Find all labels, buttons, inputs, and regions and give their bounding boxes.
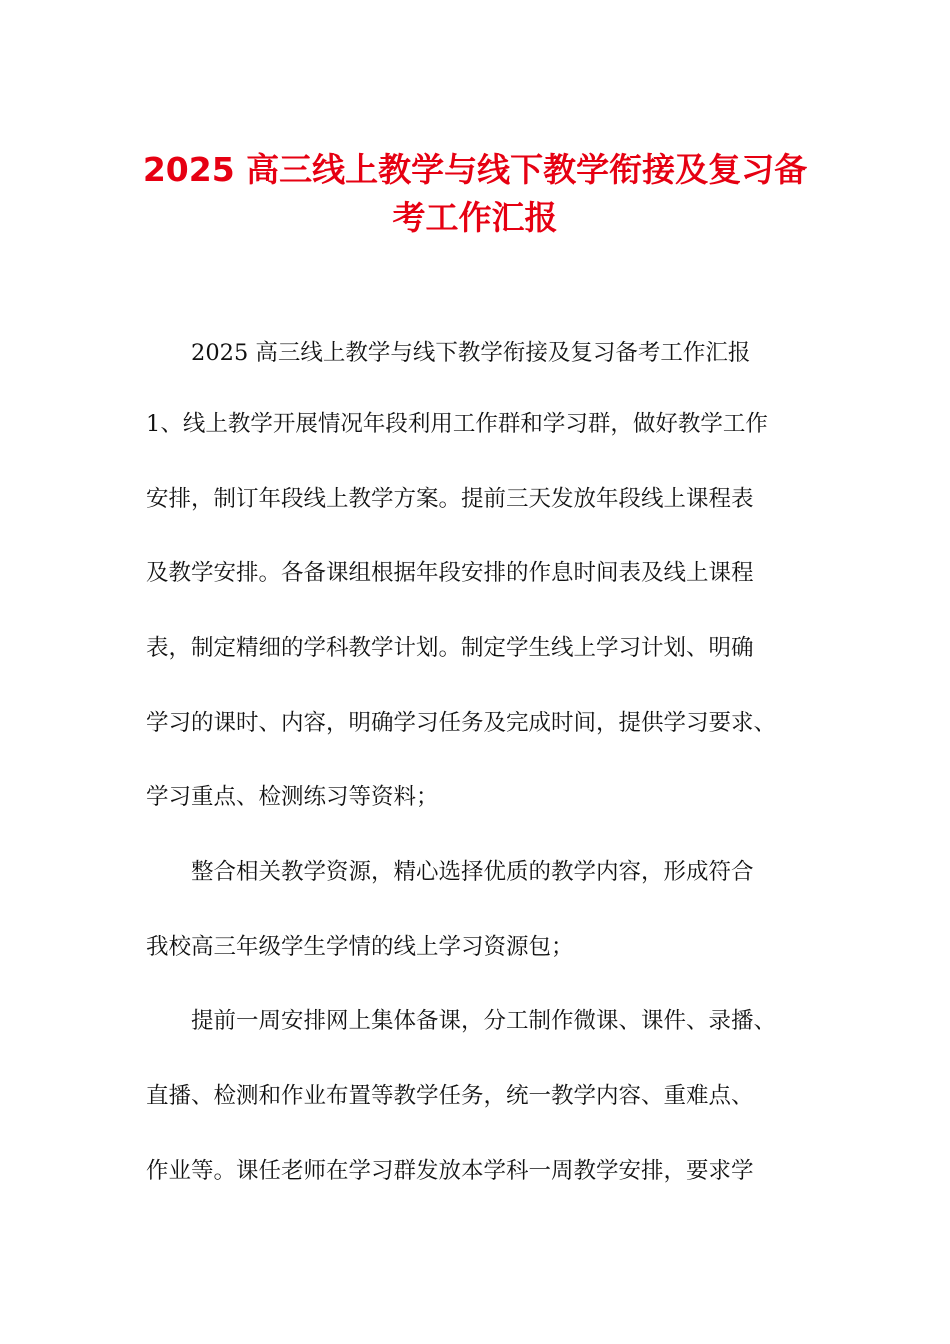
body-line: 安排，制订年段线上教学方案。提前三天发放年段线上课程表 — [146, 486, 754, 512]
body-line: 及教学安排。各备课组根据年段安排的作息时间表及线上课程 — [146, 560, 754, 586]
body-line: 作业等。课任老师在学习群发放本学科一周教学安排，要求学 — [146, 1158, 754, 1184]
body-line: 提前一周安排网上集体备课，分工制作微课、课件、录播、 — [191, 1008, 777, 1034]
body-line: 学习的课时、内容，明确学习任务及完成时间，提供学习要求、 — [146, 710, 777, 736]
document-title-line-2: 考工作汇报 — [392, 198, 558, 237]
body-line: 学习重点、检测练习等资料； — [146, 784, 439, 810]
body-line: 整合相关教学资源，精心选择优质的教学内容，形成符合 — [191, 859, 754, 885]
body-line: 1、线上教学开展情况年段利用工作群和学习群，做好教学工作 — [146, 411, 768, 437]
body-line: 我校高三年级学生学情的线上学习资源包； — [146, 934, 574, 960]
document-title-line-1: 2025 高三线上教学与线下教学衔接及复习备 — [142, 150, 808, 189]
body-line: 2025 高三线上教学与线下教学衔接及复习备考工作汇报 — [191, 340, 751, 366]
body-line: 表，制定精细的学科教学计划。制定学生线上学习计划、明确 — [146, 635, 754, 661]
body-line: 直播、检测和作业布置等教学任务，统一教学内容、重难点、 — [146, 1083, 754, 1109]
